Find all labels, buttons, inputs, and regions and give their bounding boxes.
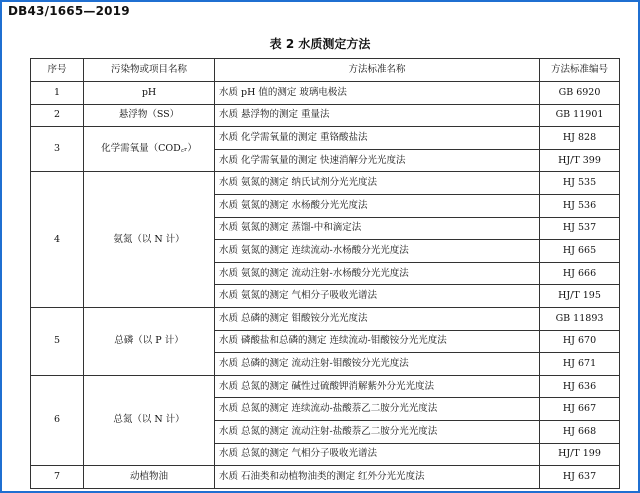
- seq-cell: 3: [31, 127, 84, 172]
- method-code-cell: GB 11901: [540, 104, 620, 127]
- seq-cell: 5: [31, 307, 84, 375]
- method-name-cell: 水质 总氮的测定 连续流动-盐酸萘乙二胺分光光度法: [215, 398, 540, 421]
- table-row: [31, 82, 620, 105]
- method-code-cell: GB 11893: [540, 307, 620, 330]
- table-title: 表 2 水质测定方法: [269, 37, 371, 51]
- method-name-cell: 水质 氨氮的测定 气相分子吸收光谱法: [215, 285, 540, 308]
- method-name-cell: 水质 氨氮的测定 蒸馏-中和滴定法: [215, 217, 540, 240]
- method-name-cell: 水质 总磷的测定 流动注射-钼酸铵分光光度法: [215, 353, 540, 376]
- document-code: DB43/1665—2019: [8, 4, 130, 18]
- method-name-cell: 水质 氨氮的测定 纳氏试剂分光光度法: [215, 172, 540, 195]
- seq-cell: 4: [31, 172, 84, 308]
- pollutant-cell: pH: [84, 82, 215, 105]
- pollutant-cell: 总氮（以 N 计）: [84, 375, 215, 465]
- method-name-cell: 水质 氨氮的测定 连续流动-水杨酸分光光度法: [215, 240, 540, 263]
- pollutant-cell: 悬浮物（SS）: [84, 104, 215, 127]
- table-row: [31, 172, 620, 195]
- pollutant-cell: 总磷（以 P 计）: [84, 307, 215, 375]
- method-name-cell: 水质 总氮的测定 气相分子吸收光谱法: [215, 443, 540, 466]
- method-code-cell: HJ 537: [540, 217, 620, 240]
- method-code-cell: HJ 535: [540, 172, 620, 195]
- method-name-cell: 水质 总氮的测定 流动注射-盐酸萘乙二胺分光光度法: [215, 420, 540, 443]
- seq-cell: 1: [31, 82, 84, 105]
- method-code-cell: HJ 668: [540, 420, 620, 443]
- method-code-cell: HJ 828: [540, 127, 620, 150]
- column-header-pollutant: 污染物或项目名称: [84, 59, 215, 82]
- method-name-cell: 水质 悬浮物的测定 重量法: [215, 104, 540, 127]
- header-row: [31, 59, 620, 82]
- pollutant-cell: 氨氮（以 N 计）: [84, 172, 215, 308]
- method-code-cell: HJ 636: [540, 375, 620, 398]
- method-name-cell: 水质 化学需氧量的测定 重铬酸盐法: [215, 127, 540, 150]
- table-row: [31, 127, 620, 150]
- method-code-cell: HJ/T 195: [540, 285, 620, 308]
- method-code-cell: HJ 667: [540, 398, 620, 421]
- method-name-cell: 水质 氨氮的测定 水杨酸分光光度法: [215, 194, 540, 217]
- method-code-cell: HJ 666: [540, 262, 620, 285]
- method-name-cell: 水质 总氮的测定 碱性过硫酸钾消解紫外分光光度法: [215, 375, 540, 398]
- method-name-cell: 水质 化学需氧量的测定 快速消解分光光度法: [215, 149, 540, 172]
- method-code-cell: HJ/T 399: [540, 149, 620, 172]
- method-name-cell: 水质 pH 值的测定 玻璃电极法: [215, 82, 540, 105]
- column-header-seq: 序号: [31, 59, 84, 82]
- table-row: [31, 104, 620, 127]
- column-header-method: 方法标准名称: [215, 59, 540, 82]
- method-code-cell: GB 6920: [540, 82, 620, 105]
- table-row: [31, 307, 620, 330]
- method-code-cell: HJ 536: [540, 194, 620, 217]
- method-name-cell: 水质 磷酸盐和总磷的测定 连续流动-钼酸铵分光光度法: [215, 330, 540, 353]
- method-code-cell: HJ 637: [540, 466, 620, 489]
- method-name-cell: 水质 总磷的测定 钼酸铵分光光度法: [215, 307, 540, 330]
- seq-cell: 7: [31, 466, 84, 489]
- method-code-cell: HJ/T 199: [540, 443, 620, 466]
- table-body: [31, 82, 620, 489]
- methods-table: [30, 58, 620, 489]
- method-code-cell: HJ 665: [540, 240, 620, 263]
- pollutant-cell: 化学需氧量（COD꜀ᵣ）: [84, 127, 215, 172]
- method-code-cell: HJ 671: [540, 353, 620, 376]
- seq-cell: 2: [31, 104, 84, 127]
- method-code-cell: HJ 670: [540, 330, 620, 353]
- column-header-code: 方法标准编号: [540, 59, 620, 82]
- table-row: [31, 466, 620, 489]
- method-name-cell: 水质 石油类和动植物油类的测定 红外分光光度法: [215, 466, 540, 489]
- table-header: [31, 59, 620, 82]
- seq-cell: 6: [31, 375, 84, 465]
- method-name-cell: 水质 氨氮的测定 流动注射-水杨酸分光光度法: [215, 262, 540, 285]
- table-row: [31, 375, 620, 398]
- pollutant-cell: 动植物油: [84, 466, 215, 489]
